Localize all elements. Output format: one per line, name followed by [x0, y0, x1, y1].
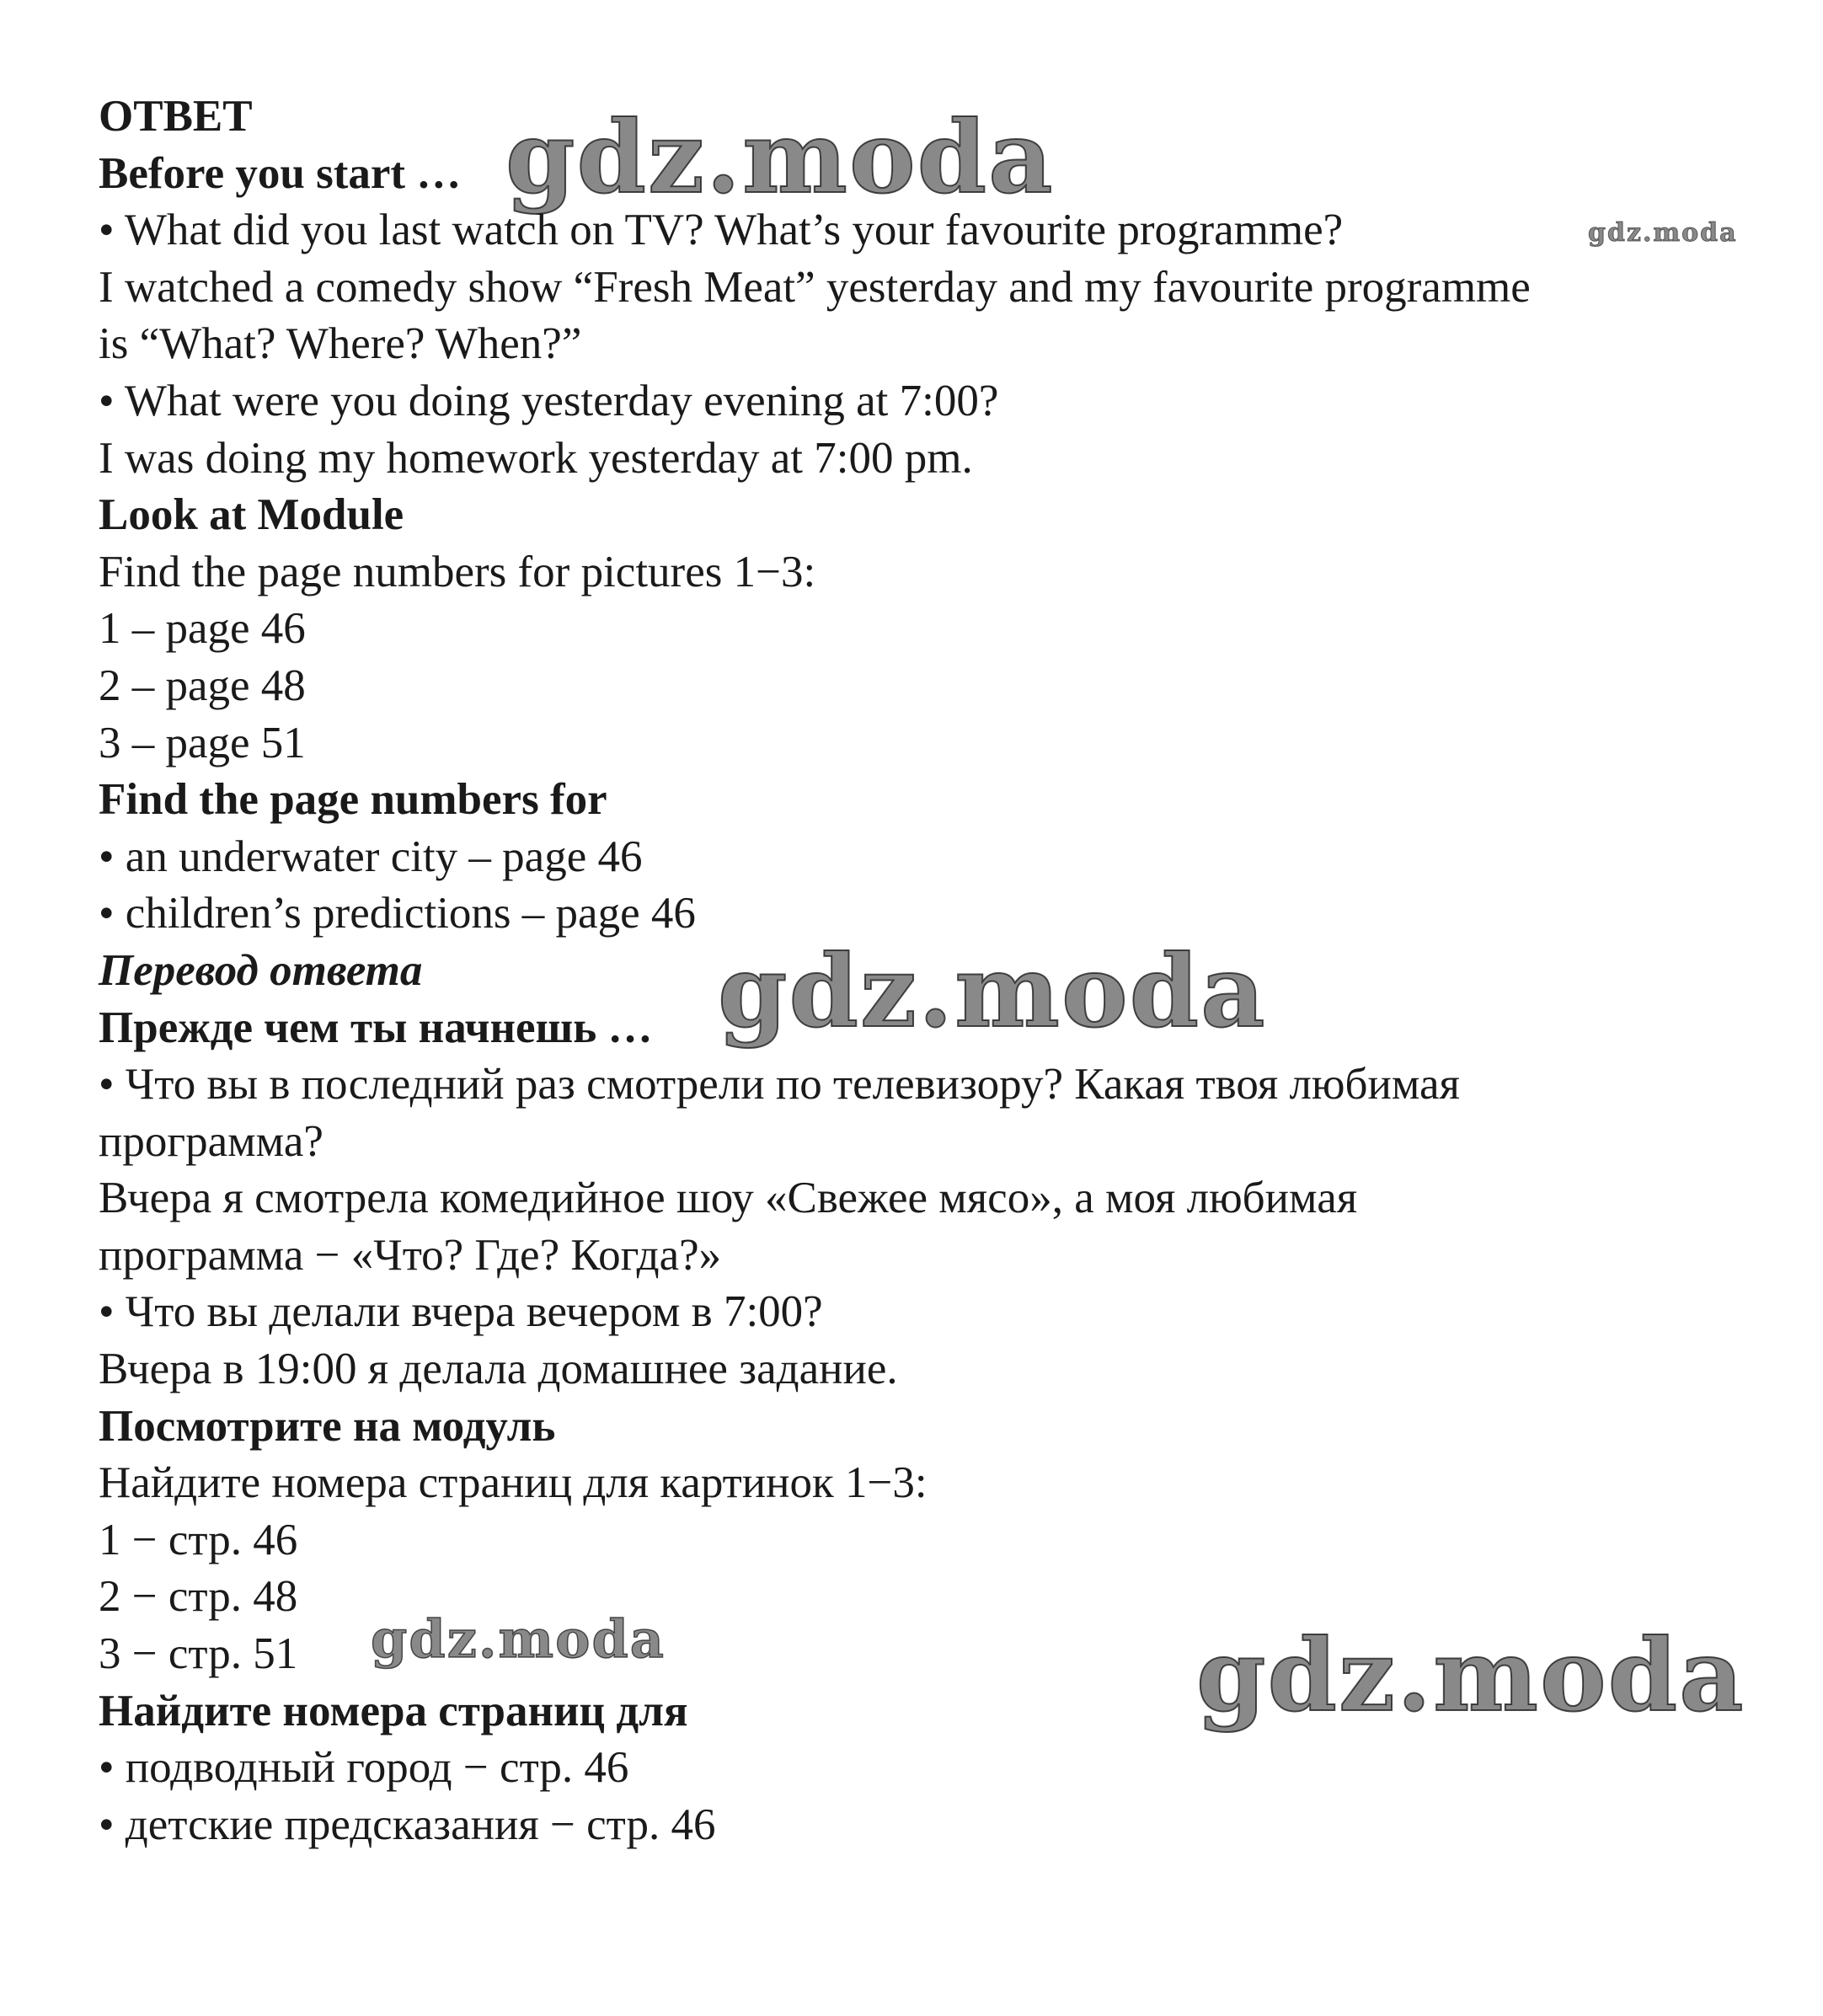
answer-1-line-1: I watched a comedy show “Fresh Meat” yesterday and my favourite programme	[99, 262, 1531, 312]
find-pictures-instruction-ru: Найдите номера страниц для картинок 1−3:	[99, 1458, 928, 1508]
look-at-module-heading: Look at Module	[99, 490, 404, 540]
answer-1-line-2: is “What? Where? When?”	[99, 319, 582, 369]
watermark-lower-right: gdz.moda	[1196, 1617, 1745, 1734]
before-you-start-heading: Before you start …	[99, 148, 462, 198]
picture-3-page-ru: 3 − стр. 51	[99, 1629, 298, 1679]
before-you-start-heading-ru: Прежде чем ты начнешь …	[99, 1003, 653, 1052]
find-pictures-instruction: Find the page numbers for pictures 1−3:	[99, 547, 816, 596]
watermark-top: gdz.moda	[505, 99, 1055, 216]
picture-1-page: 1 – page 46	[99, 604, 306, 654]
picture-1-page-ru: 1 − стр. 46	[99, 1515, 298, 1564]
question-1-ru-line-2: программа?	[99, 1116, 323, 1166]
picture-2-page-ru: 2 − стр. 48	[99, 1572, 298, 1622]
answer-2: I was doing my homework yesterday at 7:00 pm.	[99, 433, 973, 483]
answer-1-ru-line-2: программа − «Что? Где? Когда?»	[99, 1230, 722, 1280]
watermark-small-right: gdz.moda	[1588, 218, 1738, 248]
picture-3-page: 3 – page 51	[99, 718, 306, 767]
find-item-1: • an underwater city – page 46	[99, 832, 643, 881]
question-1: • What did you last watch on TV? What’s your favourite programme?	[99, 206, 1344, 255]
find-item-2: • children’s predictions – page 46	[99, 889, 696, 938]
answer-heading: ОТВЕТ	[99, 92, 253, 141]
translation-heading: Перевод ответа	[99, 945, 423, 995]
find-item-2-ru: • детские предсказания − стр. 46	[99, 1799, 716, 1849]
question-1-ru-line-1: • Что вы в последний раз смотрели по телевизору? Какая твоя любимая	[99, 1060, 1460, 1110]
watermark-lower-left: gdz.moda	[371, 1608, 666, 1670]
picture-2-page: 2 – page 48	[99, 660, 306, 710]
find-item-1-ru: • подводный город − стр. 46	[99, 1743, 629, 1793]
question-2: • What were you doing yesterday evening at 7:00?	[99, 376, 999, 425]
answer-1-ru-line-1: Вчера я смотрела комедийное шоу «Свежее мясо», а моя любимая	[99, 1174, 1358, 1223]
find-page-numbers-heading: Find the page numbers for	[99, 775, 607, 825]
answer-2-ru: Вчера в 19:00 я делала домашнее задание.	[99, 1345, 898, 1394]
look-at-module-heading-ru: Посмотрите на модуль	[99, 1401, 556, 1451]
find-page-numbers-heading-ru: Найдите номера страниц для	[99, 1686, 688, 1735]
question-2-ru: • Что вы делали вчера вечером в 7:00?	[99, 1287, 823, 1337]
watermark-middle: gdz.moda	[718, 933, 1267, 1050]
